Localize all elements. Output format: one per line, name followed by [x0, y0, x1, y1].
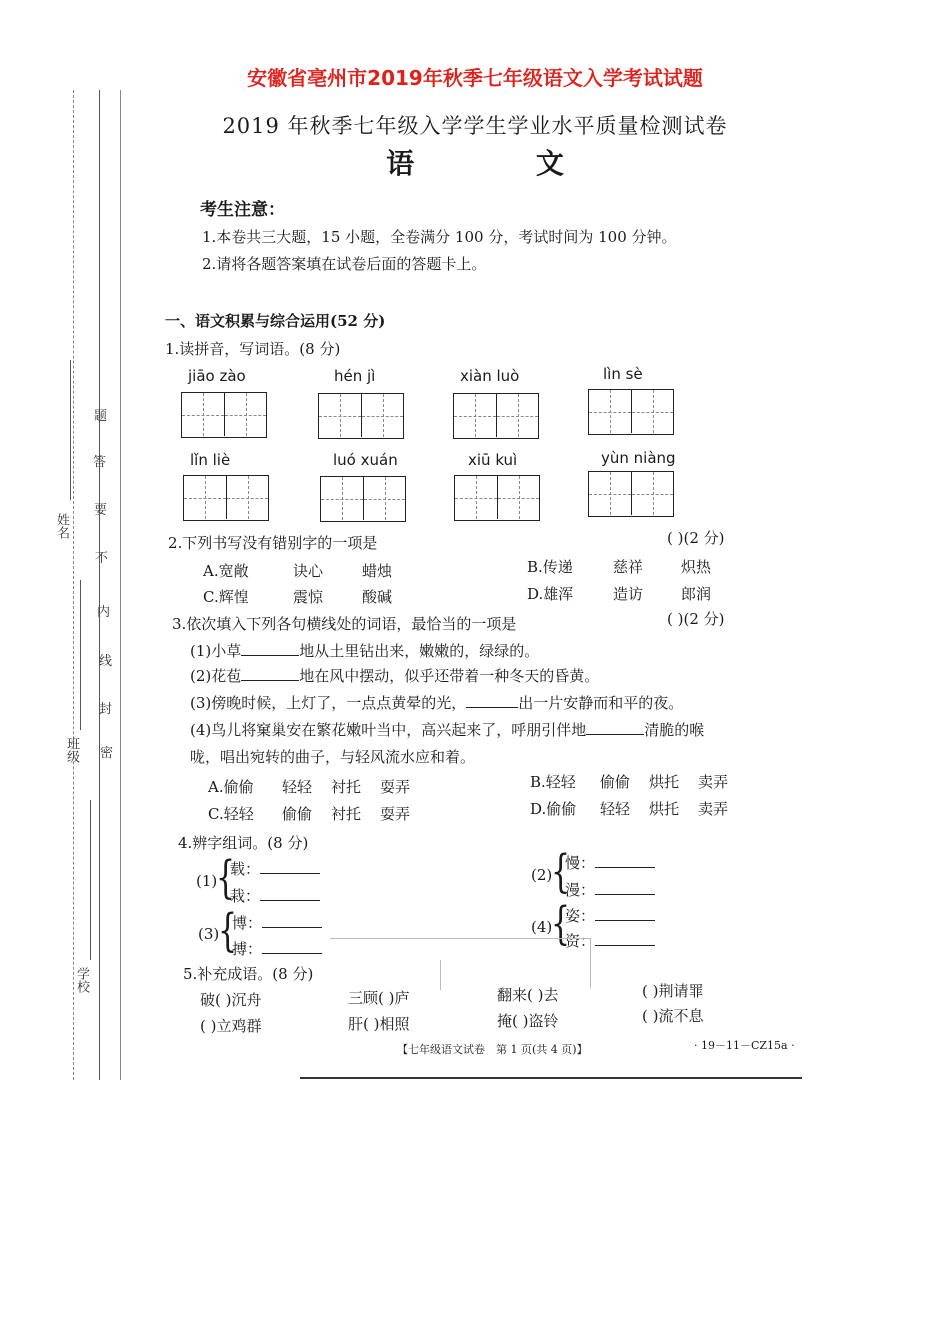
- char-label: 漫：: [565, 879, 655, 900]
- char-label: 栽：: [230, 885, 320, 906]
- fill-blank[interactable]: [262, 913, 322, 928]
- option-word: 造访: [613, 585, 644, 603]
- question-2-stem: 2.下列书写没有错别字的一项是: [168, 534, 378, 552]
- option-word: 轻轻: [282, 778, 313, 796]
- option-word: 郎润: [681, 585, 712, 603]
- fill-blank[interactable]: [595, 853, 655, 868]
- option-b: B.轻轻: [530, 773, 576, 791]
- fill-blank[interactable]: [595, 880, 655, 895]
- pinyin-label: xiū kuì: [468, 451, 518, 469]
- document-title: 安徽省亳州市2019年秋季七年级语文入学考试试题: [247, 66, 703, 90]
- page-bottom-rule: [300, 1077, 802, 1079]
- binding-line: [73, 90, 74, 1080]
- option-word: 轻轻: [600, 800, 631, 818]
- writing-grid[interactable]: [454, 475, 540, 521]
- scan-artifact: [330, 938, 590, 939]
- option-word: 衬托: [331, 805, 362, 823]
- sentence-1: [190, 640, 539, 661]
- seal-char: 密: [100, 746, 114, 761]
- option-d: D.雄浑: [527, 585, 574, 603]
- binding-line: [99, 90, 100, 1080]
- print-code: · 19－11－CZ15a ·: [694, 1039, 795, 1052]
- seal-char: 答: [93, 455, 107, 470]
- seal-char: 题: [94, 409, 108, 424]
- fill-blank[interactable]: [260, 859, 320, 874]
- sentence-text: 地从土里钻出来，嫩嫩的，绿绿的。: [299, 642, 540, 660]
- option-word: 酸碱: [362, 588, 393, 606]
- sentence-4-cont: 咙，唱出宛转的曲子，与轻风流水应和着。: [190, 748, 476, 766]
- group-number: (2): [531, 866, 553, 884]
- seal-char: 封: [99, 702, 113, 717]
- writing-grid[interactable]: [453, 393, 539, 439]
- sentence-text: (4)鸟儿将窠巢安在繁花嫩叶当中，高兴起来了，呼朋引伴地: [190, 721, 587, 739]
- question-5-stem: 5.补充成语。(8 分): [183, 965, 314, 983]
- char-label: 慢：: [565, 852, 655, 873]
- notice-item-1: 1.本卷共三大题，15 小题，全卷满分 100 分，考试时间为 100 分钟。: [202, 228, 677, 246]
- writing-grid[interactable]: [588, 389, 674, 435]
- option-word: 衬托: [331, 778, 362, 796]
- answer-bracket[interactable]: ( )(2 分): [667, 610, 725, 628]
- idiom-item: 三顾( )庐: [348, 989, 410, 1007]
- sentence-text: 出一片安静而和平的夜。: [518, 694, 684, 712]
- section-heading: 一、语文积累与综合运用(52 分): [165, 312, 386, 330]
- option-word: 耍弄: [380, 805, 411, 823]
- idiom-item: 破( )沉舟: [200, 991, 262, 1009]
- brace-icon: {: [551, 898, 571, 951]
- option-word: 耍弄: [380, 778, 411, 796]
- option-word: 诀心: [293, 562, 324, 580]
- sentence-text: 地在风中摆动，似乎还带着一种冬天的昏黄。: [299, 667, 600, 685]
- sentence-text: (2)花苞: [190, 667, 242, 685]
- fill-blank[interactable]: [241, 641, 299, 656]
- option-word: 炽热: [681, 558, 712, 576]
- question-4-stem: 4.辨字组词。(8 分): [178, 834, 309, 852]
- group-number: (4): [531, 918, 553, 936]
- option-word: 慈祥: [613, 558, 644, 576]
- sentence-2: [190, 665, 599, 686]
- option-word: 烘托: [649, 773, 680, 791]
- sentence-text: (1)小草: [190, 642, 242, 660]
- scan-artifact: [440, 960, 441, 990]
- answer-bracket[interactable]: ( )(2 分): [667, 529, 725, 547]
- question-1-stem: 1.读拼音，写词语。(8 分): [165, 340, 341, 358]
- name-label: 姓名: [54, 513, 69, 539]
- idiom-item: ( )立鸡群: [200, 1017, 262, 1035]
- brace-icon: {: [218, 905, 238, 958]
- fill-blank[interactable]: [586, 720, 644, 735]
- brace-icon: {: [216, 852, 236, 905]
- notice-item-2: 2.请将各题答案填在试卷后面的答题卡上。: [202, 255, 487, 273]
- pinyin-label: lǐn liè: [190, 451, 231, 469]
- pinyin-label: lìn sè: [603, 365, 643, 383]
- sentence-3: [190, 692, 683, 713]
- fill-blank[interactable]: [262, 939, 322, 954]
- fill-blank[interactable]: [595, 931, 655, 946]
- seal-char: 线: [99, 654, 113, 669]
- char-label: 资：: [565, 930, 655, 951]
- option-word: 烘托: [649, 800, 680, 818]
- fill-blank[interactable]: [595, 906, 655, 921]
- pinyin-label: xiàn luò: [460, 367, 520, 385]
- sentence-text: (3)傍晚时候，上灯了，一点点黄晕的光，: [190, 694, 467, 712]
- scan-artifact: [590, 938, 591, 988]
- page-footer: 【七年级语文试卷 第 1 页(共 4 页)】: [397, 1043, 588, 1056]
- char-label: 搏：: [232, 938, 322, 959]
- option-word: 卖弄: [698, 800, 729, 818]
- idiom-item: 掩( )盗铃: [497, 1012, 559, 1030]
- seal-char: 不: [95, 551, 109, 566]
- option-word: 震惊: [293, 588, 324, 606]
- pinyin-label: jiāo zào: [188, 367, 246, 385]
- notice-heading: 考生注意：: [200, 200, 285, 220]
- school-line[interactable]: [90, 800, 91, 960]
- writing-grid[interactable]: [588, 471, 674, 517]
- writing-grid[interactable]: [181, 392, 267, 438]
- sentence-4: [190, 719, 704, 740]
- option-word: 偷偷: [282, 805, 313, 823]
- option-b: B.传递: [527, 558, 573, 576]
- sentence-text: 清脆的喉: [644, 721, 705, 739]
- char-label: 载：: [230, 858, 320, 879]
- option-word: 偷偷: [600, 773, 631, 791]
- subject-title: 语 文: [386, 147, 620, 180]
- exam-title: 2019 年秋季七年级入学学生学业水平质量检测试卷: [222, 114, 728, 138]
- group-number: (3): [198, 925, 220, 943]
- question-3-stem: 3.依次填入下列各句横线处的词语，最恰当的一项是: [172, 615, 517, 633]
- option-c: C.辉惶: [203, 588, 249, 606]
- option-a: A.偷偷: [208, 778, 254, 796]
- writing-grid[interactable]: [318, 393, 404, 439]
- idiom-item: 翻来( )去: [497, 986, 559, 1004]
- brace-icon: {: [551, 846, 571, 899]
- name-line[interactable]: [70, 360, 71, 500]
- group-number: (1): [196, 872, 218, 890]
- fill-blank[interactable]: [260, 886, 320, 901]
- fill-blank[interactable]: [466, 693, 518, 708]
- option-word: 蜡烛: [362, 562, 393, 580]
- pinyin-label: hén jì: [334, 367, 376, 385]
- idiom-item: 肝( )相照: [348, 1015, 410, 1033]
- char-label: 博：: [232, 912, 322, 933]
- seal-char: 内: [97, 605, 111, 620]
- option-a: A.宽敞: [203, 562, 249, 580]
- pinyin-label: yùn niàng: [601, 449, 676, 467]
- pinyin-label: luó xuán: [333, 451, 398, 469]
- option-d: D.偷偷: [530, 800, 577, 818]
- class-line[interactable]: [80, 580, 81, 730]
- writing-grid[interactable]: [183, 475, 269, 521]
- idiom-item: ( )荆请罪: [642, 982, 704, 1000]
- binding-line: [120, 90, 121, 1080]
- fill-blank[interactable]: [241, 666, 299, 681]
- school-label: 学校: [74, 967, 89, 993]
- char-label: 姿：: [565, 905, 655, 926]
- seal-char: 要: [94, 503, 108, 518]
- idiom-item: ( )流不息: [642, 1007, 704, 1025]
- class-label: 班级: [64, 737, 79, 763]
- option-c: C.轻轻: [208, 805, 254, 823]
- option-word: 卖弄: [698, 773, 729, 791]
- writing-grid[interactable]: [320, 476, 406, 522]
